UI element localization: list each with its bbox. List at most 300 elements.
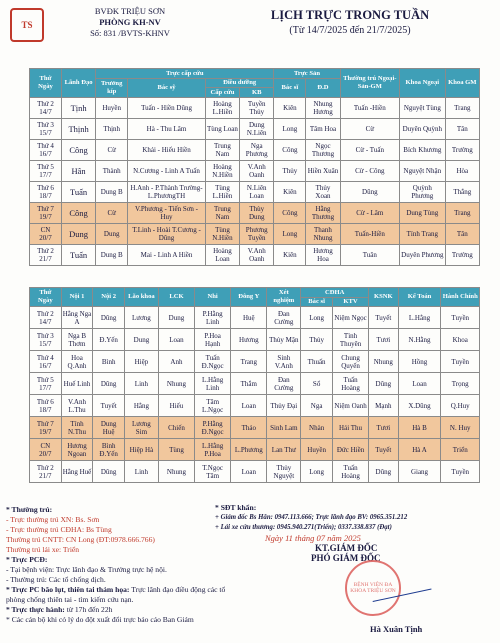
cell-kn: Bích Khương: [399, 140, 445, 161]
cell-ks: Tươi: [369, 417, 398, 439]
date-label: 14/7: [39, 108, 52, 116]
table-row: [30, 119, 480, 140]
day-date-cell: [30, 203, 62, 224]
cell-lk: Hiệp: [124, 351, 158, 373]
cell-tk: Cừ: [96, 203, 128, 224]
cell-gm: Trường: [445, 245, 479, 266]
cell-hc: Tuyền: [441, 461, 480, 483]
cell-dy: Thắm: [231, 373, 267, 395]
cell-bs: T.Linh - Hoài T.Cương - Dũng: [128, 224, 206, 245]
resident-title: * Thường trú:: [6, 505, 53, 514]
cell-lck: Anh: [158, 351, 194, 373]
cell-lk: Dung: [124, 329, 158, 351]
cell-gm: Tân: [445, 119, 479, 140]
page-subtitle: (Từ 14/7/2025 đến 21/7/2025): [289, 25, 411, 36]
header-leader: Lãnh Đạo: [61, 69, 95, 98]
cell-ks: Tươi: [369, 329, 398, 351]
day-date-cell: [30, 395, 62, 417]
cell-bs: Sổ: [301, 373, 333, 395]
cell-kn: Tính Trang: [399, 224, 445, 245]
cell-tk: Dung: [96, 224, 128, 245]
cell-kn: Dung Tùng: [399, 203, 445, 224]
cell-nhi: Tâm L.Ngọc: [195, 395, 231, 417]
change-notice: * Các cán bộ khi có lý do đột xuất đổi trực báo cáo Ban Giám: [6, 615, 194, 624]
header-nursing: Điều dưỡng: [205, 79, 274, 88]
table-row: [30, 439, 480, 461]
phone-line2: + Lái xe cứu thương: 0945.940.271(Triển); 0337.338.837 (Đạt): [215, 524, 392, 531]
cell-ld: Công: [61, 203, 95, 224]
title-block: [230, 8, 470, 36]
day-date-cell: [30, 373, 62, 395]
cell-dy: Trang: [231, 351, 267, 373]
day-date-cell: [30, 439, 62, 461]
cell-cc: Hoàng L.Hiền: [205, 98, 239, 119]
table-row: [30, 395, 480, 417]
header2-infection-control: KSNK: [369, 288, 398, 307]
notes-left: [6, 505, 236, 625]
cell-bs: Hà - Thu Lâm: [128, 119, 206, 140]
day-date-cell: [30, 98, 62, 119]
cell-bss: Kiên: [274, 245, 306, 266]
day-label: Thứ 7: [37, 205, 54, 213]
header-day-date: Thứ Ngày: [30, 69, 62, 98]
cell-n1: Hoa Q.Anh: [61, 351, 93, 373]
cell-dy: Thảo: [231, 417, 267, 439]
cell-kb: Dung N.Liên: [240, 119, 274, 140]
day-label: Thứ 4: [37, 142, 54, 150]
cell-ld: Tuấn: [61, 182, 95, 203]
day-label: CN: [40, 441, 51, 450]
day-date-cell: [30, 245, 62, 266]
header2-noi1: Nội 1: [61, 288, 93, 307]
header2-imaging: CĐHA: [301, 288, 369, 298]
day-label: Thứ 7: [36, 419, 54, 428]
cell-kn: Quỳnh Phương: [399, 182, 445, 203]
cell-dds: Hằng Thương: [306, 203, 340, 224]
cell-lk: Linh: [124, 373, 158, 395]
cell-bs: Mai - Linh A Hiền: [128, 245, 206, 266]
cell-gm: Trang: [445, 203, 479, 224]
table-row: [30, 329, 480, 351]
cell-ktv: Tuấn Hoàng: [332, 373, 368, 395]
cell-nhi: Tuấn Đ.Ngọc: [195, 351, 231, 373]
cell-kb: V.Anh Oanh: [240, 161, 274, 182]
notes-right: [215, 503, 495, 563]
resident-lab: - Trực thường trú XN: Bs. Sơn: [6, 515, 100, 524]
header-obs-doctor: Bác sĩ: [274, 79, 306, 98]
signature-title2: PHÓ GIÁM ĐỐC: [311, 553, 381, 563]
header-anesthesia-dept: Khoa GM: [445, 69, 479, 98]
header-emergency: Trực cấp cứu: [96, 69, 274, 79]
table-row: [30, 98, 480, 119]
header2-imaging-tech: KTV: [332, 298, 368, 307]
day-label: Thứ 3: [36, 331, 54, 340]
cell-ktv: Đức Hiền: [332, 439, 368, 461]
cell-lck: Loan: [158, 329, 194, 351]
day-label: Thứ 2: [36, 309, 54, 318]
cell-n2: Dũng: [93, 373, 125, 395]
cell-bss: Long: [274, 119, 306, 140]
cell-dds: Nhung Hương: [306, 98, 340, 119]
header2-accounting: Kế Toán: [398, 288, 441, 307]
emergency-phone-title: * SĐT khẩn:: [215, 503, 257, 512]
pcd-title: * Trực PCĐ:: [6, 555, 48, 564]
cell-kt: X.Dũng: [398, 395, 441, 417]
cell-tt: Tuân: [340, 245, 399, 266]
org-line2: PHÒNG KH-NV: [99, 17, 161, 27]
table-row: [30, 203, 480, 224]
day-label: Thứ 6: [37, 184, 54, 192]
table-row: [30, 161, 480, 182]
cell-cc: Tùng Loan: [205, 119, 239, 140]
cell-hc: Tuyền: [441, 351, 480, 373]
cell-gm: Trường: [445, 140, 479, 161]
cell-kb: V.Anh Oanh: [240, 245, 274, 266]
cell-lk: Hiệp Hà: [124, 439, 158, 461]
day-date-cell: [30, 307, 62, 329]
cell-nhi: P.Hằng Linh: [195, 307, 231, 329]
cell-ld: Tịnh: [61, 98, 95, 119]
header2-imaging-doctor: Bác sĩ: [301, 298, 333, 307]
cell-bss: Long: [274, 224, 306, 245]
date-label: 16/7: [39, 361, 52, 370]
cell-dds: Thanh Nhung: [306, 224, 340, 245]
cell-bs: Huyền: [301, 439, 333, 461]
date-label: 15/7: [39, 129, 52, 137]
cell-hc: Q.Huy: [441, 395, 480, 417]
cell-bs: Long: [301, 461, 333, 483]
header-resident-surgery: Thường trú Ngoại-Sản-GM: [340, 69, 399, 98]
date-label: 17/7: [39, 171, 52, 179]
cell-xn: Sinh Lam: [267, 417, 301, 439]
cell-kn: Duyên Phương: [399, 245, 445, 266]
cell-kt: Giang: [398, 461, 441, 483]
cell-nhi: P.Hằng Đ.Ngọc: [195, 417, 231, 439]
cell-ks: Dũng: [369, 373, 398, 395]
cell-dy: Loan: [231, 461, 267, 483]
date-label: 16/7: [39, 150, 52, 158]
signature-title1: KT.GIÁM ĐỐC: [315, 543, 378, 553]
day-label: Thứ 2: [37, 247, 54, 255]
cell-lk: Linh: [124, 461, 158, 483]
day-date-cell: [30, 461, 62, 483]
cell-n1: Hằng Huế: [61, 461, 93, 483]
cell-kn: Duyên Quỳnh: [399, 119, 445, 140]
cell-cc: Hoàng N.Hiền: [205, 161, 239, 182]
cell-kn: Nguyệt Nhận: [399, 161, 445, 182]
org-line1: BVĐK TRIỆU SƠN: [94, 6, 166, 16]
cell-n2: Tuyết: [93, 395, 125, 417]
date-label: 21/7: [39, 255, 52, 263]
cell-bs: Long: [301, 307, 333, 329]
cell-kn: Nguyệt Tùng: [399, 98, 445, 119]
official-stamp: BỆNH VIỆN ĐA KHOA TRIỆU SƠN: [345, 560, 401, 616]
day-label: Thứ 2: [37, 100, 54, 108]
cell-bss: Công: [274, 140, 306, 161]
date-label: 18/7: [39, 192, 52, 200]
date-label: 20/7: [39, 234, 52, 242]
date-label: 14/7: [39, 317, 52, 326]
cell-lk: Lương: [124, 307, 158, 329]
cell-cc: Hoàng Loan: [205, 245, 239, 266]
cell-kb: Tuyền Thủy: [240, 98, 274, 119]
cell-tk: Thành: [96, 161, 128, 182]
cell-bss: Thủy: [274, 161, 306, 182]
disaster-duty: * Trực PC bão lụt, thiên tai thảm họa: Trực lãnh đạo điều động các tổ phòng chống thiên tai - tìm kiếm cứu nạn.: [6, 585, 226, 604]
cell-xn: Đan Cường: [267, 307, 301, 329]
date-label: 15/7: [39, 339, 52, 348]
cell-n1: Hằng Nga A: [61, 307, 93, 329]
header-doctor: Bác sỹ: [128, 79, 206, 98]
cell-bss: Kiên: [274, 182, 306, 203]
cell-kb: Phương Tuyền: [240, 224, 274, 245]
cell-n1: Nga B Thơm: [61, 329, 93, 351]
cell-bs: N.Cương - Linh A Tuấn: [128, 161, 206, 182]
resident-it: Thường trú CNTT: CN Long (ĐT:0978.666.766): [6, 535, 155, 544]
cell-tk: Thịnh: [96, 119, 128, 140]
cell-ktv: Hải Thu: [332, 417, 368, 439]
day-label: Thứ 2: [36, 463, 54, 472]
header-obstetrics: Trực Sản: [274, 69, 340, 79]
day-date-cell: [30, 329, 62, 351]
cell-nhi: L.Hằng P.Hoa: [195, 439, 231, 461]
cell-cc: Tùng L.Hiền: [205, 182, 239, 203]
cell-bs: Nhàn: [301, 417, 333, 439]
cell-cc: Tùng N.Hiền: [205, 224, 239, 245]
cell-lck: Dung: [158, 307, 194, 329]
cell-n1: V.Anh L.Thu: [61, 395, 93, 417]
header-team-lead: Trưởng kíp: [96, 79, 128, 98]
header2-traditional: Đông Y: [231, 288, 267, 307]
cell-kt: N.Hằng: [398, 329, 441, 351]
cell-tk: Huyền: [96, 98, 128, 119]
cell-hc: Khoa: [441, 329, 480, 351]
cell-kt: Loan: [398, 373, 441, 395]
cell-dy: Huệ: [231, 307, 267, 329]
cell-dy: L.Phương: [231, 439, 267, 461]
cell-dy: Hương: [231, 329, 267, 351]
cell-n2: Dũng: [93, 461, 125, 483]
cell-n1: Hương Ngoan: [61, 439, 93, 461]
cell-cc: Trung Nam: [205, 203, 239, 224]
cell-kb: Nga Phương: [240, 140, 274, 161]
cell-ld: Công: [61, 140, 95, 161]
day-label: CN: [40, 226, 51, 234]
cell-dds: Tâm Hoa: [306, 119, 340, 140]
cell-kt: Hà A: [398, 439, 441, 461]
cell-nhi: T.Ngọc Tâm: [195, 461, 231, 483]
table-row: [30, 224, 480, 245]
cell-ld: Dung: [61, 224, 95, 245]
cell-bss: Kiên: [274, 98, 306, 119]
cell-tk: Dung B: [96, 182, 128, 203]
day-label: Thứ 5: [36, 375, 54, 384]
cell-ld: Hân: [61, 161, 95, 182]
cell-cc: Trung Nam: [205, 140, 239, 161]
cell-n1: Huế Linh: [61, 373, 93, 395]
cell-hc: Triển: [441, 439, 480, 461]
page-title: LỊCH TRỰC TRONG TUẦN: [270, 8, 430, 22]
cell-ld: Tuấn: [61, 245, 95, 266]
cell-kt: L.Hằng: [398, 307, 441, 329]
cell-tk: Dung B: [96, 245, 128, 266]
cell-hc: Tuyền: [441, 307, 480, 329]
cell-ks: Dũng: [369, 461, 398, 483]
cell-kt: Hà B: [398, 417, 441, 439]
cell-dds: Hương Hoa: [306, 245, 340, 266]
table-row: [30, 182, 480, 203]
cell-ktv: Niệm Ngọc: [332, 307, 368, 329]
cell-lck: Hiếu: [158, 395, 194, 417]
duty-table-2: [29, 287, 480, 483]
day-label: Thứ 5: [37, 163, 54, 171]
day-label: Thứ 3: [37, 121, 54, 129]
cell-dds: Ngọc Thương: [306, 140, 340, 161]
cell-xn: Thủy Nguyệt: [267, 461, 301, 483]
cell-n2: Đ.Yến: [93, 329, 125, 351]
header2-noi2: Nội 2: [93, 288, 125, 307]
cell-ktv: Tuấn Hoàng: [332, 461, 368, 483]
table-row: [30, 417, 480, 439]
cell-tk: Cừ: [96, 140, 128, 161]
cell-ks: Tuyết: [369, 439, 398, 461]
cell-tt: Tuấn -Hiền: [340, 98, 399, 119]
cell-lck: Nhung: [158, 373, 194, 395]
cell-xn: Đan Cường: [267, 373, 301, 395]
cell-lk: Hằng: [124, 395, 158, 417]
cell-bs: Tuấn - Hiền Dũng: [128, 98, 206, 119]
cell-hc: N. Huy: [441, 417, 480, 439]
date-label: 19/7: [39, 213, 52, 221]
header2-lab: Xét nghiệm: [267, 288, 301, 307]
doc-number: Số: 831 /BVTS-KHNV: [90, 28, 170, 38]
cell-gm: Hòa: [445, 161, 479, 182]
day-date-cell: [30, 119, 62, 140]
cell-kt: Hồng: [398, 351, 441, 373]
table-row: [30, 307, 480, 329]
date-label: 20/7: [39, 449, 52, 458]
cell-lck: Nhung: [158, 461, 194, 483]
table-row: [30, 245, 480, 266]
cell-tt: Cừ - Công: [340, 161, 399, 182]
cell-tt: Cừ: [340, 119, 399, 140]
cell-hc: Trọng: [441, 373, 480, 395]
cell-ks: Mạnh: [369, 395, 398, 417]
cell-n2: Bình: [93, 351, 125, 373]
cell-xn: Thủy Đại: [267, 395, 301, 417]
pcd-line1: - Tại bệnh viện: Trực lãnh đạo & Trưởng trực hệ nội.: [6, 565, 167, 574]
duty-table-1: [29, 68, 480, 266]
date-label: 18/7: [39, 405, 52, 414]
date-label: 19/7: [39, 427, 52, 436]
day-date-cell: [30, 161, 62, 182]
header-surgery-dept: Khoa Ngoại: [399, 69, 445, 98]
cell-tt: Cừ - Tuấn: [340, 140, 399, 161]
pcd-line2: - Thường trú: Các tổ chống dịch.: [6, 575, 106, 584]
date-label: 17/7: [39, 383, 52, 392]
practice-duty: * Trực thực hành: từ 17h đến 22h: [6, 605, 113, 614]
cell-bs: Nga: [301, 395, 333, 417]
cell-n2: Bình Đ.Yến: [93, 439, 125, 461]
cell-xn: Lan Thư: [267, 439, 301, 461]
cell-dy: Loan: [231, 395, 267, 417]
day-date-cell: [30, 351, 62, 373]
cell-ks: Nhung: [369, 351, 398, 373]
day-date-cell: [30, 140, 62, 161]
date-label: 21/7: [39, 471, 52, 480]
cell-bs: Thủy: [301, 329, 333, 351]
cell-dds: Thủy Xoan: [306, 182, 340, 203]
table-row: [30, 351, 480, 373]
header-nurse-kb: KB: [240, 88, 274, 98]
cell-bs: Khải - Hiếu Hiền: [128, 140, 206, 161]
cell-gm: Tân: [445, 224, 479, 245]
cell-dds: Hiền Xuân: [306, 161, 340, 182]
cell-nhi: P.Hoa Hạnh: [195, 329, 231, 351]
cell-kb: Thùy Dung: [240, 203, 274, 224]
cell-lck: Tùng: [158, 439, 194, 461]
cell-gm: Trang: [445, 98, 479, 119]
table-row: [30, 140, 480, 161]
header2-day-date: Thứ Ngày: [30, 288, 62, 307]
cell-xn: Thủy Mận: [267, 329, 301, 351]
cell-bs: V.Phương - Tiến Sơn - Huy: [128, 203, 206, 224]
cell-n2: Dũng: [93, 307, 125, 329]
document-header: [0, 0, 500, 64]
phone-line1: + Giám đốc Bs Hân: 0947.113.666; Trực lãnh đạo BV: 0965.351.212: [215, 514, 408, 521]
day-label: Thứ 4: [36, 353, 54, 362]
cell-gm: Thắng: [445, 182, 479, 203]
resident-imaging: - Trực thường trú CĐHA: Bs Tùng: [6, 525, 112, 534]
cell-ks: Tuyết: [369, 307, 398, 329]
cell-xn: Sinh V.Anh: [267, 351, 301, 373]
day-label: Thứ 6: [36, 397, 54, 406]
cell-bs: Thuấn: [301, 351, 333, 373]
cell-ktv: Niệm Oanh: [332, 395, 368, 417]
cell-tt: Cừ - Lâm: [340, 203, 399, 224]
cell-nhi: L.Hằng Linh: [195, 373, 231, 395]
header2-lck: LCK: [158, 288, 194, 307]
day-date-cell: [30, 224, 62, 245]
header2-pediatrics: Nhi: [195, 288, 231, 307]
header2-admin: Hành Chính: [441, 288, 480, 307]
cell-bs: H.Anh - P.Thành Trường-L.PhươngTH: [128, 182, 206, 203]
cell-ktv: Chung Quyến: [332, 351, 368, 373]
table-row: [30, 461, 480, 483]
cell-tt: Dũng: [340, 182, 399, 203]
cell-lk: Lương Sim: [124, 417, 158, 439]
header-nurse-emergency: Cấp cứu: [205, 88, 239, 98]
organization-block: [70, 6, 190, 39]
signer-name: Hà Xuân Tịnh: [370, 624, 423, 634]
cell-n1: Tính N.Thu: [61, 417, 93, 439]
cell-ld: Thịnh: [61, 119, 95, 140]
cell-n2: Dung Huệ: [93, 417, 125, 439]
cell-bss: Công: [274, 203, 306, 224]
cell-lck: Chiến: [158, 417, 194, 439]
resident-driver: Thường trú lái xe: Triển: [6, 545, 80, 554]
day-date-cell: [30, 182, 62, 203]
table-row: [30, 373, 480, 395]
hospital-logo: TS: [10, 8, 44, 42]
header2-geriatrics: Lão khoa: [124, 288, 158, 307]
cell-tt: Tuấn-Hiền: [340, 224, 399, 245]
issue-date: Ngày 11 tháng 07 năm 2025: [265, 533, 361, 543]
cell-kb: N.Liên Loan: [240, 182, 274, 203]
cell-ktv: Tình Thuyên: [332, 329, 368, 351]
day-date-cell: [30, 417, 62, 439]
header-obs-nurse: Đ.D: [306, 79, 340, 98]
